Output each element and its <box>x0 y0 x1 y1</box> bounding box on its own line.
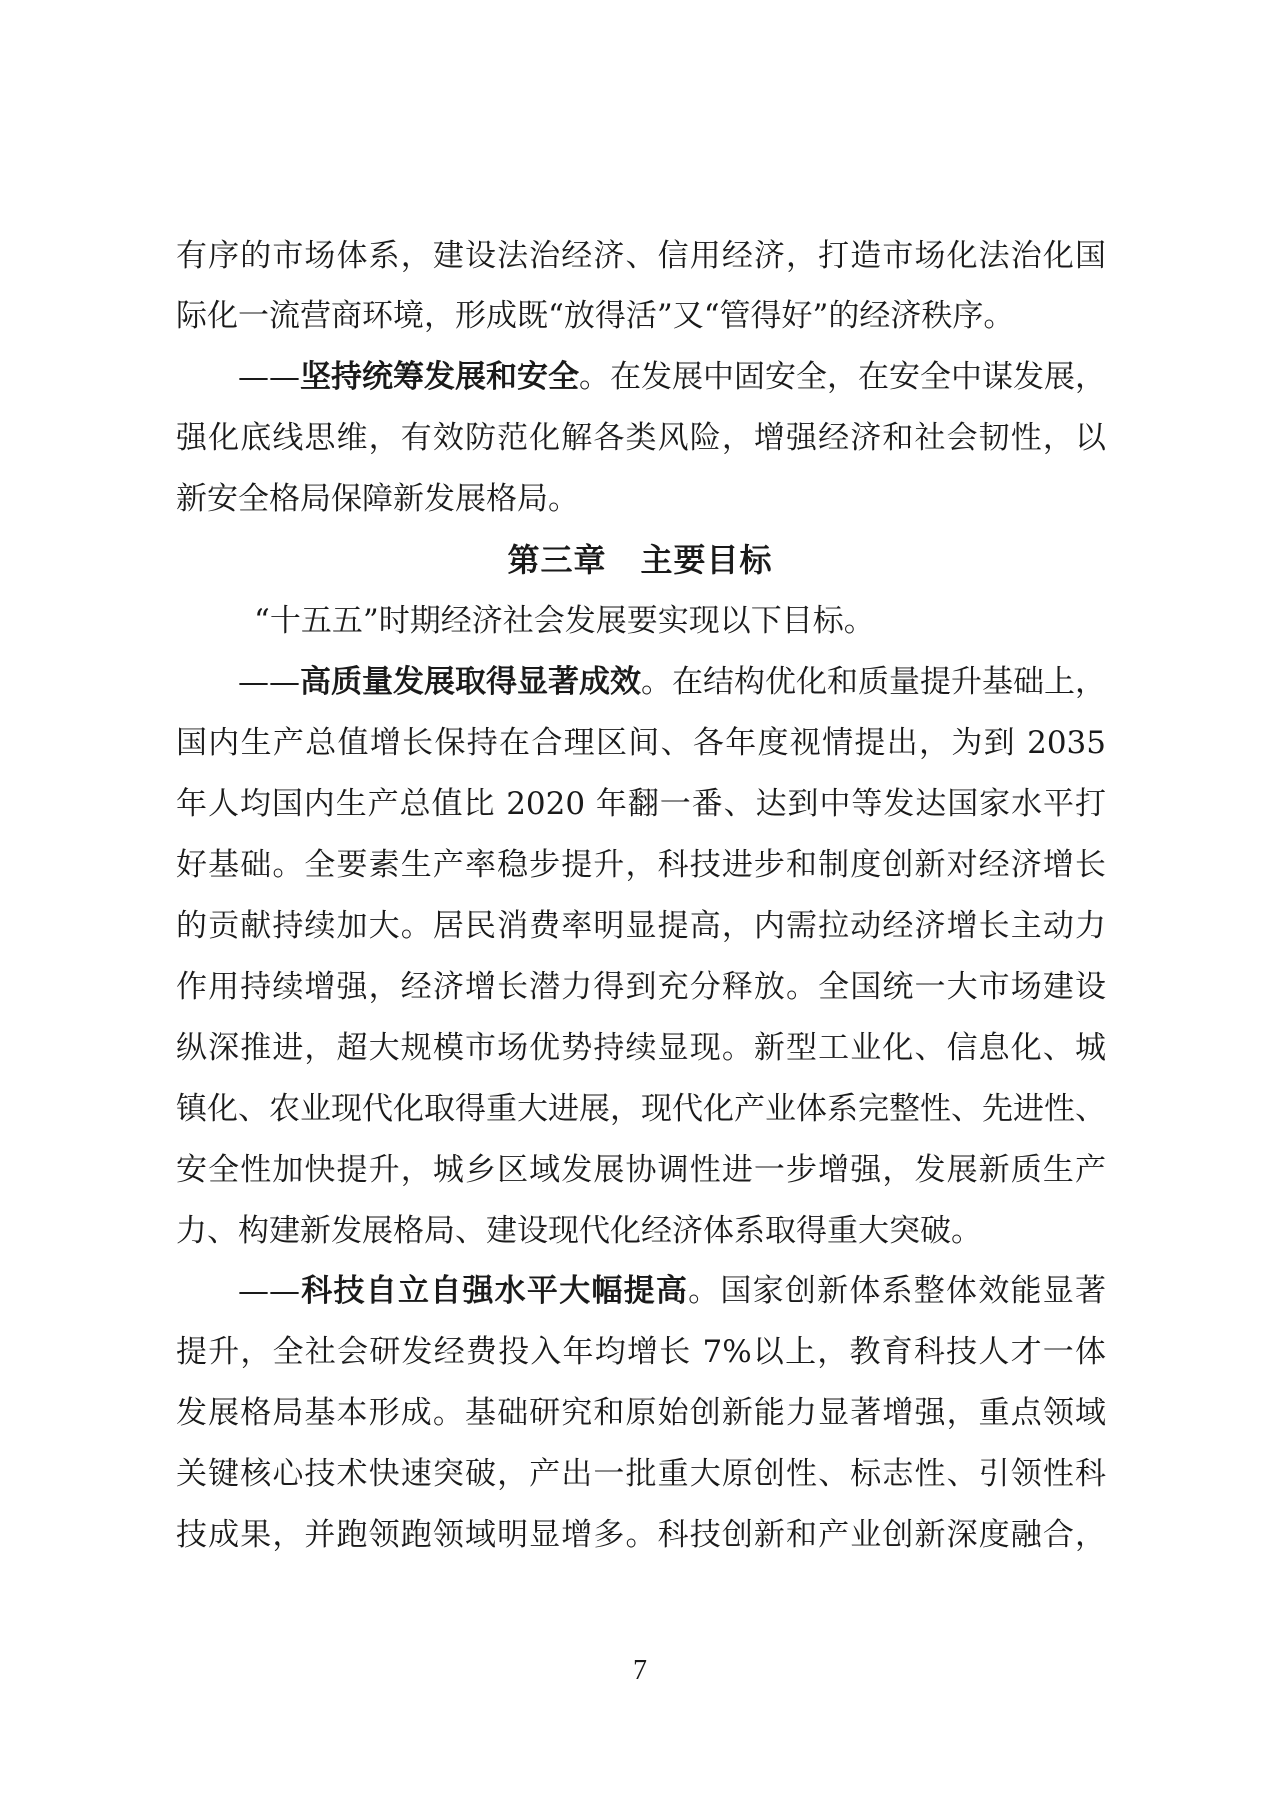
section-point-line <box>238 662 1106 702</box>
body-text-line: 作用持续增强，经济增长潜力得到充分释放。全国统一大市场建设 <box>176 969 1106 1005</box>
dash-marker: —— <box>238 359 300 395</box>
body-text-line: 年人均国内生产总值比 2020 年翻一番、达到中等发达国家水平打 <box>176 786 1106 822</box>
chapter-heading <box>0 540 1280 580</box>
body-text-line: 力、构建新发展格局、建设现代化经济体系取得重大突破。 <box>176 1213 982 1249</box>
body-text-line: “十五五”时期经济社会发展要实现以下目标。 <box>254 603 875 639</box>
section-point-line <box>238 357 1106 397</box>
point-heading: 高质量发展取得显著成效 <box>300 664 641 700</box>
point-text: 。在结构优化和质量提升基础上， <box>641 664 1106 700</box>
body-text-line: 安全性加快提升，城乡区域发展协调性进一步增强，发展新质生产 <box>176 1152 1106 1188</box>
body-text-line: 有序的市场体系，建设法治经济、信用经济，打造市场化法治化国 <box>176 238 1106 274</box>
body-text-line: 关键核心技术快速突破，产出一批重大原创性、标志性、引领性科 <box>176 1456 1106 1492</box>
body-text-line: 提升，全社会研发经费投入年均增长 7%以上，教育科技人才一体 <box>176 1334 1106 1370</box>
body-text-line: 发展格局基本形成。基础研究和原始创新能力显著增强，重点领域 <box>176 1395 1106 1431</box>
body-text-line: 纵深推进，超大规模市场优势持续显现。新型工业化、信息化、城 <box>176 1030 1106 1066</box>
section-point-line <box>238 1271 1106 1311</box>
dash-marker: —— <box>238 1273 300 1309</box>
body-text-line: 好基础。全要素生产率稳步提升，科技进步和制度创新对经济增长 <box>176 847 1106 883</box>
body-text-line: 强化底线思维，有效防范化解各类风险，增强经济和社会韧性，以 <box>176 420 1106 456</box>
point-text: 。国家创新体系整体效能显著 <box>688 1273 1107 1309</box>
body-text-line: 国内生产总值增长保持在合理区间、各年度视情提出，为到 2035 <box>176 725 1106 761</box>
body-text-line: 镇化、农业现代化取得重大进展，现代化产业体系完整性、先进性、 <box>176 1091 1106 1127</box>
dash-marker: —— <box>238 664 300 700</box>
page-number: 7 <box>633 1655 647 1686</box>
body-text-line: 技成果，并跑领跑领域明显增多。科技创新和产业创新深度融合， <box>176 1517 1106 1553</box>
point-heading: 科技自立自强水平大幅提高 <box>300 1273 689 1309</box>
chapter-title: 主要目标 <box>640 541 773 579</box>
body-text-line: 际化一流营商环境，形成既“放得活”又“管得好”的经济秩序。 <box>176 298 1015 334</box>
body-text-line: 新安全格局保障新发展格局。 <box>176 481 579 517</box>
chapter-number: 第三章 <box>507 541 607 579</box>
point-heading: 坚持统筹发展和安全 <box>300 359 579 395</box>
point-text: 。在发展中固安全，在安全中谋发展， <box>579 359 1106 395</box>
body-text-line: 的贡献持续加大。居民消费率明显提高，内需拉动经济增长主动力 <box>176 908 1106 944</box>
